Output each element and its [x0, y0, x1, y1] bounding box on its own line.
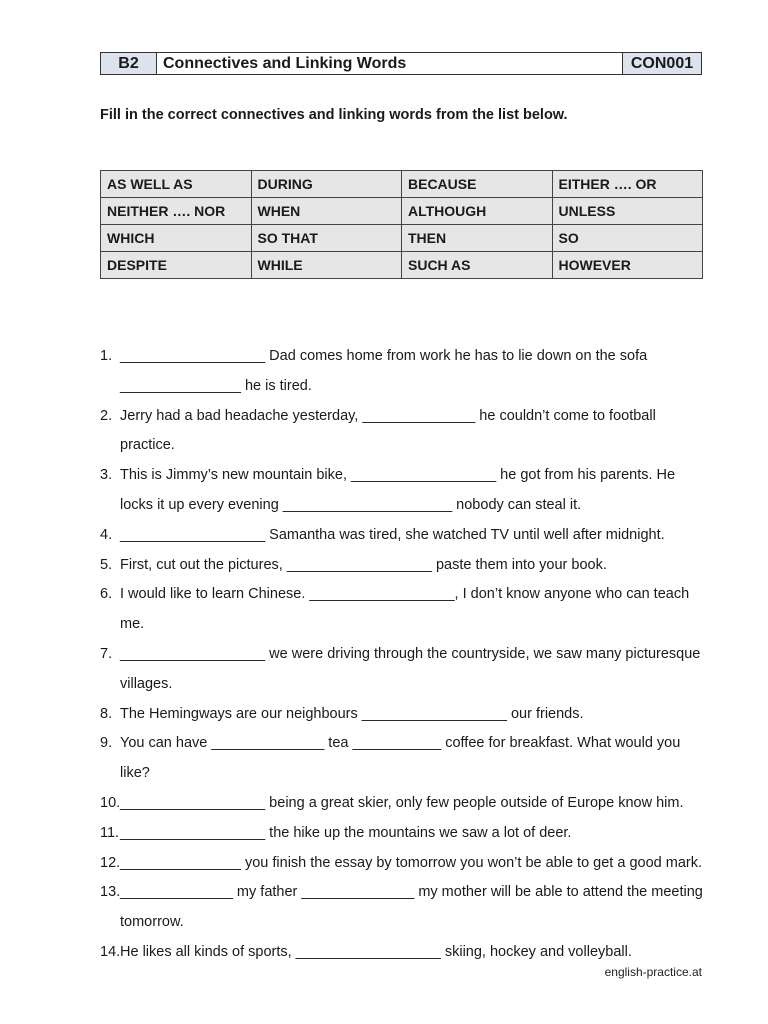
word-box-cell: SUCH AS [402, 252, 553, 279]
word-box-cell: WHICH [101, 225, 252, 252]
exercise-text: ______________ my father ______________ my mother will be able to attend the meeting tomorrow. [120, 884, 703, 931]
word-box-cell: EITHER …. OR [552, 171, 703, 198]
exercise-text: You can have ______________ tea ___________ coffee for breakfast. What would you like? [120, 735, 681, 782]
word-box-cell: WHILE [251, 252, 402, 279]
exercise-item [100, 402, 705, 462]
exercise-text: This is Jimmy’s new mountain bike, __________________ he got from his parents. He locks it up every evening _____________________ nobody can steal it. [120, 467, 676, 513]
word-box-table [100, 170, 703, 279]
word-box-row [101, 171, 703, 198]
exercise-list [100, 342, 705, 968]
exercise-number: 13. [100, 884, 121, 901]
word-box-cell: BECAUSE [402, 171, 553, 198]
exercise-text: __________________ we were driving through the countryside, we saw many picturesque villages. [120, 645, 701, 692]
word-box-cell: THEN [402, 225, 553, 252]
worksheet-code: CON001 [623, 53, 701, 74]
exercise-text: __________________ the hike up the mountains we saw a lot of deer. [120, 824, 572, 841]
exercise-text: He likes all kinds of sports, __________________ skiing, hockey and volleyball. [120, 943, 632, 960]
exercise-item [100, 700, 705, 730]
exercise-text: First, cut out the pictures, __________________ paste them into your book. [120, 556, 607, 573]
exercise-text: __________________ Samantha was tired, she watched TV until well after midnight. [120, 526, 665, 543]
exercise-text: Jerry had a bad headache yesterday, ______________ he couldn’t come to football practice. [120, 407, 656, 454]
word-box-row [101, 252, 703, 279]
exercise-number: 9. [100, 735, 113, 752]
exercise-number: 12. [100, 854, 121, 871]
exercise-number: 6. [100, 586, 113, 603]
word-box-cell: DURING [251, 171, 402, 198]
exercise-item [100, 849, 705, 879]
exercise-item [100, 461, 705, 521]
exercise-number: 11. [100, 824, 120, 841]
exercise-number: 10. [100, 794, 121, 811]
exercise-item [100, 342, 705, 402]
exercise-number: 3. [100, 467, 113, 484]
exercise-text: _______________ you finish the essay by tomorrow you won’t be able to get a good mark. [120, 854, 702, 871]
exercise-number: 5. [100, 556, 113, 573]
word-box-cell: SO THAT [251, 225, 402, 252]
word-box-cell: ALTHOUGH [402, 198, 553, 225]
word-box-cell: UNLESS [552, 198, 703, 225]
exercise-number: 14. [100, 943, 121, 960]
exercise-text: The Hemingways are our neighbours __________________ our friends. [120, 705, 584, 722]
exercise-item [100, 938, 705, 968]
exercise-number: 7. [100, 645, 113, 662]
instruction-text: Fill in the correct connectives and linking words from the list below. [100, 107, 568, 123]
exercise-item [100, 789, 705, 819]
exercise-item [100, 521, 705, 551]
exercise-item [100, 640, 705, 700]
exercise-item [100, 580, 705, 640]
level-label: B2 [101, 53, 157, 74]
word-box-cell: WHEN [251, 198, 402, 225]
worksheet-title: Connectives and Linking Words [157, 53, 623, 74]
word-box-row [101, 198, 703, 225]
word-box-cell: AS WELL AS [101, 171, 252, 198]
exercise-item [100, 819, 705, 849]
worksheet-header [100, 52, 702, 75]
exercise-text: I would like to learn Chinese. __________________, I don’t know anyone who can teach me. [120, 586, 690, 633]
exercise-number: 2. [100, 407, 113, 424]
exercise-number: 4. [100, 526, 113, 543]
exercise-text: __________________ being a great skier, only few people outside of Europe know him. [120, 794, 684, 811]
footer-site-name: english-practice.at [604, 965, 702, 979]
exercise-number: 8. [100, 705, 113, 722]
word-box-cell: NEITHER …. NOR [101, 198, 252, 225]
word-box-cell: SO [552, 225, 703, 252]
exercise-item [100, 551, 705, 581]
exercise-number: 1. [100, 348, 113, 364]
exercise-item [100, 729, 705, 789]
word-box-cell: HOWEVER [552, 252, 703, 279]
word-box-row [101, 225, 703, 252]
exercise-item [100, 878, 705, 938]
word-box-cell: DESPITE [101, 252, 252, 279]
exercise-text: __________________ Dad comes home from work he has to lie down on the sofa _______________ he is tired. [120, 348, 648, 394]
